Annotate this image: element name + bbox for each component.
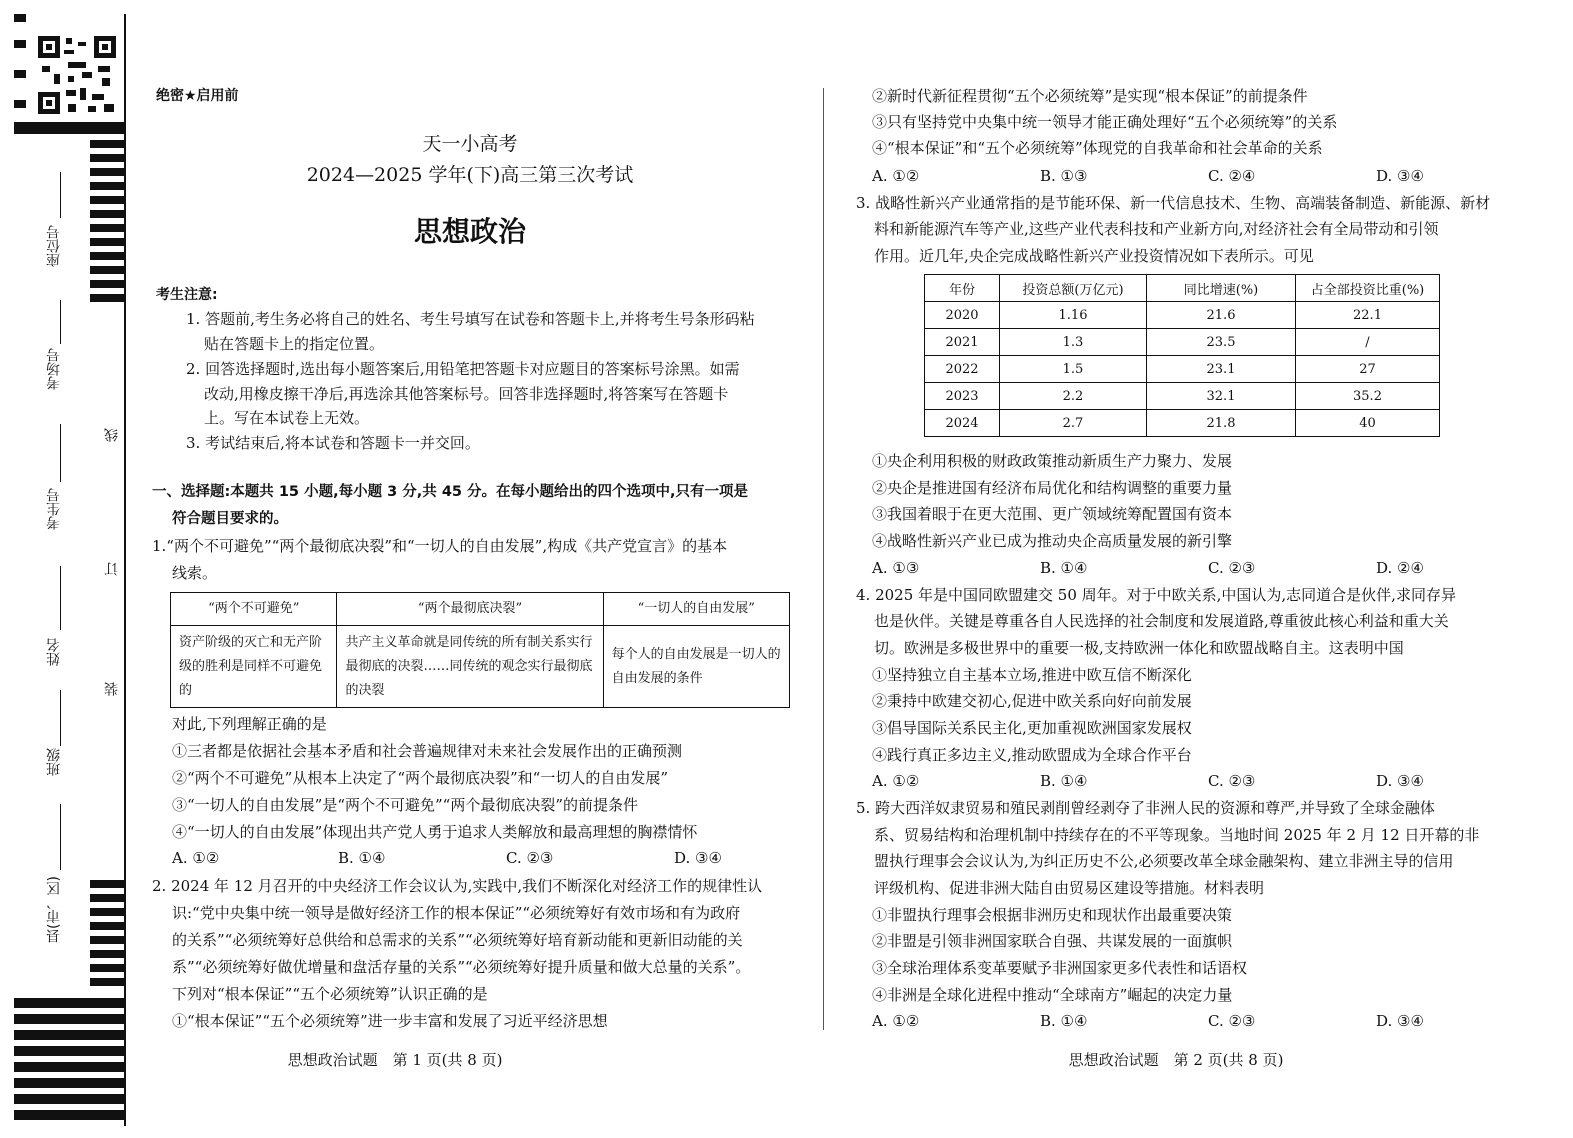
cut-ding-label: 订 [104,562,120,576]
qr-code [38,36,116,114]
q1-lead: 对此,下列理解正确的是 [172,715,327,733]
subject-title: 思想政治 [413,215,526,248]
q3-table-cell: 22.1 [1296,302,1440,329]
strip-bar [14,40,26,48]
strip-bar [14,14,26,22]
q3-option-d[interactable]: D. ②④ [1376,559,1424,577]
q5-stem: 5. 跨大西洋奴隶贸易和殖民剥削曾经剥夺了非洲人民的资源和尊严,并导致了全球金融体 [856,799,1435,817]
q2-option-a[interactable]: A. ①② [872,167,920,185]
q3-table-cell: 21.6 [1147,302,1296,329]
q3-table-cell: 23.5 [1147,329,1296,356]
q3-table-cell: 2024 [925,410,1000,437]
q1-table-header: “两个不可避免” [171,593,337,626]
q5-option-a[interactable]: A. ①② [872,1012,920,1030]
strip-bar [14,1094,124,1104]
q3-table-cell: 2023 [925,383,1000,410]
room-label: 考场号 [46,348,62,390]
class-label: 班级 [46,748,62,776]
fill-line [60,690,61,746]
footer-left: 思想政治试题 第 1 页(共 8 页) [287,1051,503,1069]
number-label: 考生号 [46,488,62,530]
section-heading-cont: 符合题目要求的。 [172,511,288,527]
cut-zhuang-label: 装 [104,682,120,696]
q3-stem: 3. 战略性新兴产业通常指的是节能环保、新一代信息技术、生物、高端装备制造、新能源、新材 [856,194,1491,212]
q3-table-cell: 21.8 [1147,410,1296,437]
q3-table-cell: 2022 [925,356,1000,383]
q2-item: ②新时代新征程贯彻“五个必须统筹”是实现“根本保证”的前提条件 [872,87,1308,105]
notice-line: 上。写在本试卷上无效。 [204,409,370,427]
fill-line [60,300,61,344]
q1-table-cell: 每个人的自由发展是一切人的自由发展的条件 [603,626,789,708]
q3-table-header: 占全部投资比重(%) [1296,275,1440,302]
q4-item: ③倡导国际关系民主化,更加重视欧洲国家发展权 [872,719,1192,737]
notice-title: 考生注意: [156,287,218,303]
q4-stem-line: 切。欧洲是多极世界中的重要一极,支持欧洲一体化和欧盟战略自主。这表明中国 [874,639,1404,657]
strip-bar [14,1030,124,1040]
cut-line-label: 线 [104,428,120,442]
secret-mark: 绝密★启用前 [156,88,239,104]
q1-option-c[interactable]: C. ②③ [506,849,554,867]
q4-option-b[interactable]: B. ①④ [1040,772,1088,790]
q1-stem: 1.“两个不可避免”“两个最彻底决裂”和“一切人的自由发展”,构成《共产党宣言》的基本 [152,537,728,555]
q2-item: ③只有坚持党中央集中统一领导才能正确处理好“五个必须统筹”的关系 [872,113,1338,131]
q1-table-cell: 共产主义革命就是同传统的所有制关系实行最彻底的决裂……同传统的观念实行最彻底的决裂 [337,626,603,708]
q4-stem: 4. 2025 年是中国同欧盟建交 50 周年。对于中欧关系,中国认为,志同道合是伙伴,求同存异 [856,586,1456,604]
q5-stem-line: 系、贸易结构和治理机制中持续存在的不平等现象。当地时间 2025 年 2 月 12 日开幕的非 [874,826,1480,844]
table-row [925,383,1440,410]
fill-line [60,804,61,870]
q3-table-cell: 2.7 [1000,410,1147,437]
strip-bar [90,964,124,972]
strip-bar [90,894,124,902]
strip-bar [90,950,124,958]
notice-line: 3. 考试结束后,将本试卷和答题卡一并交回。 [186,434,480,452]
q3-table-cell: 2.2 [1000,383,1147,410]
q3-table-header: 投资总额(万亿元) [1000,275,1147,302]
q4-option-c[interactable]: C. ②③ [1208,772,1256,790]
name-label: 姓名 [46,638,62,666]
q3-stem-line: 料和新能源汽车等产业,这些产业代表科技和产业新方向,对经济社会有全局带动和引领 [874,220,1439,238]
q3-table-cell: 23.1 [1147,356,1296,383]
strip-bar [90,294,124,302]
q5-stem-line: 评级机构、促进非洲大陆自由贸易区建设等措施。材料表明 [874,879,1265,897]
q1-table [170,592,790,708]
fill-line [60,566,61,630]
table-row [925,356,1440,383]
strip-bar [90,936,124,944]
q1-item: ③“一切人的自由发展”是“两个不可避免”“两个最彻底决裂”的前提条件 [172,796,639,814]
q3-option-c[interactable]: C. ②③ [1208,559,1256,577]
q1-table-header: “两个最彻底决裂” [337,593,603,626]
strip-bar [90,196,124,204]
q3-table-cell: 27 [1296,356,1440,383]
q5-item: ③全球治理体系变革要赋予非洲国家更多代表性和话语权 [872,959,1248,977]
q2-option-b[interactable]: B. ①③ [1040,167,1088,185]
q2-stem-line: 下列对“根本保证”“五个必须统筹”认识正确的是 [172,985,488,1003]
notice-line: 2. 回答选择题时,选出每小题答案后,用铅笔把答题卡对应题目的答案标号涂黑。如需 [186,360,740,378]
q3-table-cell: 32.1 [1147,383,1296,410]
q3-item: ③我国着眼于在更大范围、更广领域统筹配置国有资本 [872,505,1233,523]
q4-item: ④践行真正多边主义,推动欧盟成为全球合作平台 [872,746,1192,764]
q5-option-d[interactable]: D. ③④ [1376,1012,1424,1030]
table-row [925,302,1440,329]
strip-bar [14,100,26,108]
seat-label: 座位号 [46,225,62,267]
q1-item: ①三者都是依据社会基本矛盾和社会普遍规律对未来社会发展作出的正确预测 [172,742,683,760]
strip-bar [90,266,124,274]
footer-right: 思想政治试题 第 2 页(共 8 页) [1068,1051,1284,1069]
q2-stem-line: 的关系”“必须统筹好总供给和总需求的关系”“必须统筹好培育新动能和更新旧动能的关 [172,931,743,949]
strip-bar [90,280,124,288]
table-row [925,410,1440,437]
strip-bar [14,1014,124,1024]
q5-option-b[interactable]: B. ①④ [1040,1012,1088,1030]
q4-stem-line: 也是伙伴。关键是尊重各自人民选择的社会制度和发展道路,尊重彼此核心利益和重大关 [874,612,1449,630]
q4-item: ②秉持中欧建交初心,促进中欧关系向好向前发展 [872,692,1192,710]
q1-table-header: “一切人的自由发展” [603,593,789,626]
strip-bar [14,70,26,78]
column-divider [823,88,824,1030]
strip-bar [90,922,124,930]
strip-bar [90,154,124,162]
q4-option-a[interactable]: A. ①② [872,772,920,790]
q3-table [924,274,1440,437]
notice-line: 1. 答题前,考生务必将自己的姓名、考生号填写在试卷和答题卡上,并将考生号条形码粘 [186,310,755,328]
q2-stem-line: 系”“必须统筹好做优增量和盘活存量的关系”“必须统筹好提升质量和做大总量的关系”。 [172,958,751,976]
q3-table-cell: 35.2 [1296,383,1440,410]
q1-table-cell: 资产阶级的灭亡和无产阶级的胜利是同样不可避免的 [171,626,337,708]
q1-option-d[interactable]: D. ③④ [674,849,722,867]
strip-bar [14,1078,124,1088]
q2-item: ④“根本保证”和“五个必须统筹”体现党的自我革命和社会革命的关系 [872,139,1323,157]
q5-stem-line: 盟执行理事会会议认为,为纠正历史不公,必须要改革全球金融架构、建立非洲主导的信用 [874,852,1454,870]
q3-option-b[interactable]: B. ①④ [1040,559,1088,577]
q5-item: ①非盟执行理事会根据非洲历史和现状作出最重要决策 [872,906,1233,924]
fill-line [60,424,61,482]
county-label: 县(市、区) [46,876,62,943]
brand-title: 天一小高考 [422,133,518,155]
strip-bar [14,998,124,1008]
q2-stem: 2. 2024 年 12 月召开的中央经济工作会议认为,实践中,我们不断深化对经济工作的规律性认 [152,877,763,895]
strip-bar [14,122,124,134]
q2-option-c[interactable]: C. ②④ [1208,167,1256,185]
q4-item: ①坚持独立自主基本立场,推进中欧互信不断深化 [872,666,1192,684]
q4-option-d[interactable]: D. ③④ [1376,772,1424,790]
q1-item: ②“两个不可避免”从根本上决定了“两个最彻底决裂”和“一切人的自由发展” [172,769,669,787]
q3-table-cell: 1.5 [1000,356,1147,383]
q3-table-header: 年份 [925,275,1000,302]
q1-option-b[interactable]: B. ①④ [338,849,386,867]
q2-item: ①“根本保证”“五个必须统筹”进一步丰富和发展了习近平经济思想 [172,1012,608,1030]
q1-stem-cont: 线索。 [172,564,218,582]
q1-item: ④“一切人的自由发展”体现出共产党人勇于追求人类解放和最高理想的胸襟情怀 [172,823,698,841]
q2-stem-line: 识:“党中央集中统一领导是做好经济工作的根本保证”“必须统筹好有效市场和有为政府 [172,904,741,922]
q5-item: ②非盟是引领非洲国家联合自强、共谋发展的一面旗帜 [872,932,1233,950]
q3-stem-line: 作用。近几年,央企完成战略性新兴产业投资情况如下表所示。可见 [874,247,1314,265]
q3-table-header: 同比增速(%) [1147,275,1296,302]
q3-item: ①央企利用积极的财政政策推动新质生产力聚力、发展 [872,452,1233,470]
strip-bar [90,880,124,888]
q3-table-cell: / [1296,329,1440,356]
table-row [925,329,1440,356]
section-heading: 一、选择题:本题共 15 小题,每小题 3 分,共 45 分。在每小题给出的四个选项中,只有一项是 [152,484,749,500]
notice-line: 改动,用橡皮擦干净后,再选涂其他答案标号。回答非选择题时,将答案写在答题卡 [204,385,729,403]
q5-item: ④非洲是全球化进程中推动“全球南方”崛起的决定力量 [872,986,1233,1004]
q3-option-a[interactable]: A. ①③ [872,559,920,577]
strip-bar [90,908,124,916]
strip-bar [14,1110,124,1120]
q3-table-cell: 40 [1296,410,1440,437]
strip-bar [90,252,124,260]
q3-table-cell: 1.16 [1000,302,1147,329]
strip-bar [90,978,124,986]
q5-option-c[interactable]: C. ②③ [1208,1012,1256,1030]
notice-line: 贴在答题卡上的指定位置。 [204,335,385,353]
q3-table-cell: 2021 [925,329,1000,356]
q3-table-cell: 2020 [925,302,1000,329]
q3-table-cell: 1.3 [1000,329,1147,356]
exam-title: 2024—2025 学年(下)高三第三次考试 [306,164,634,186]
q1-option-a[interactable]: A. ①② [172,849,220,867]
q2-option-d[interactable]: D. ③④ [1376,167,1424,185]
q3-item: ②央企是推进国有经济布局优化和结构调整的重要力量 [872,479,1233,497]
q3-item: ④战略性新兴产业已成为推动央企高质量发展的新引擎 [872,532,1233,550]
